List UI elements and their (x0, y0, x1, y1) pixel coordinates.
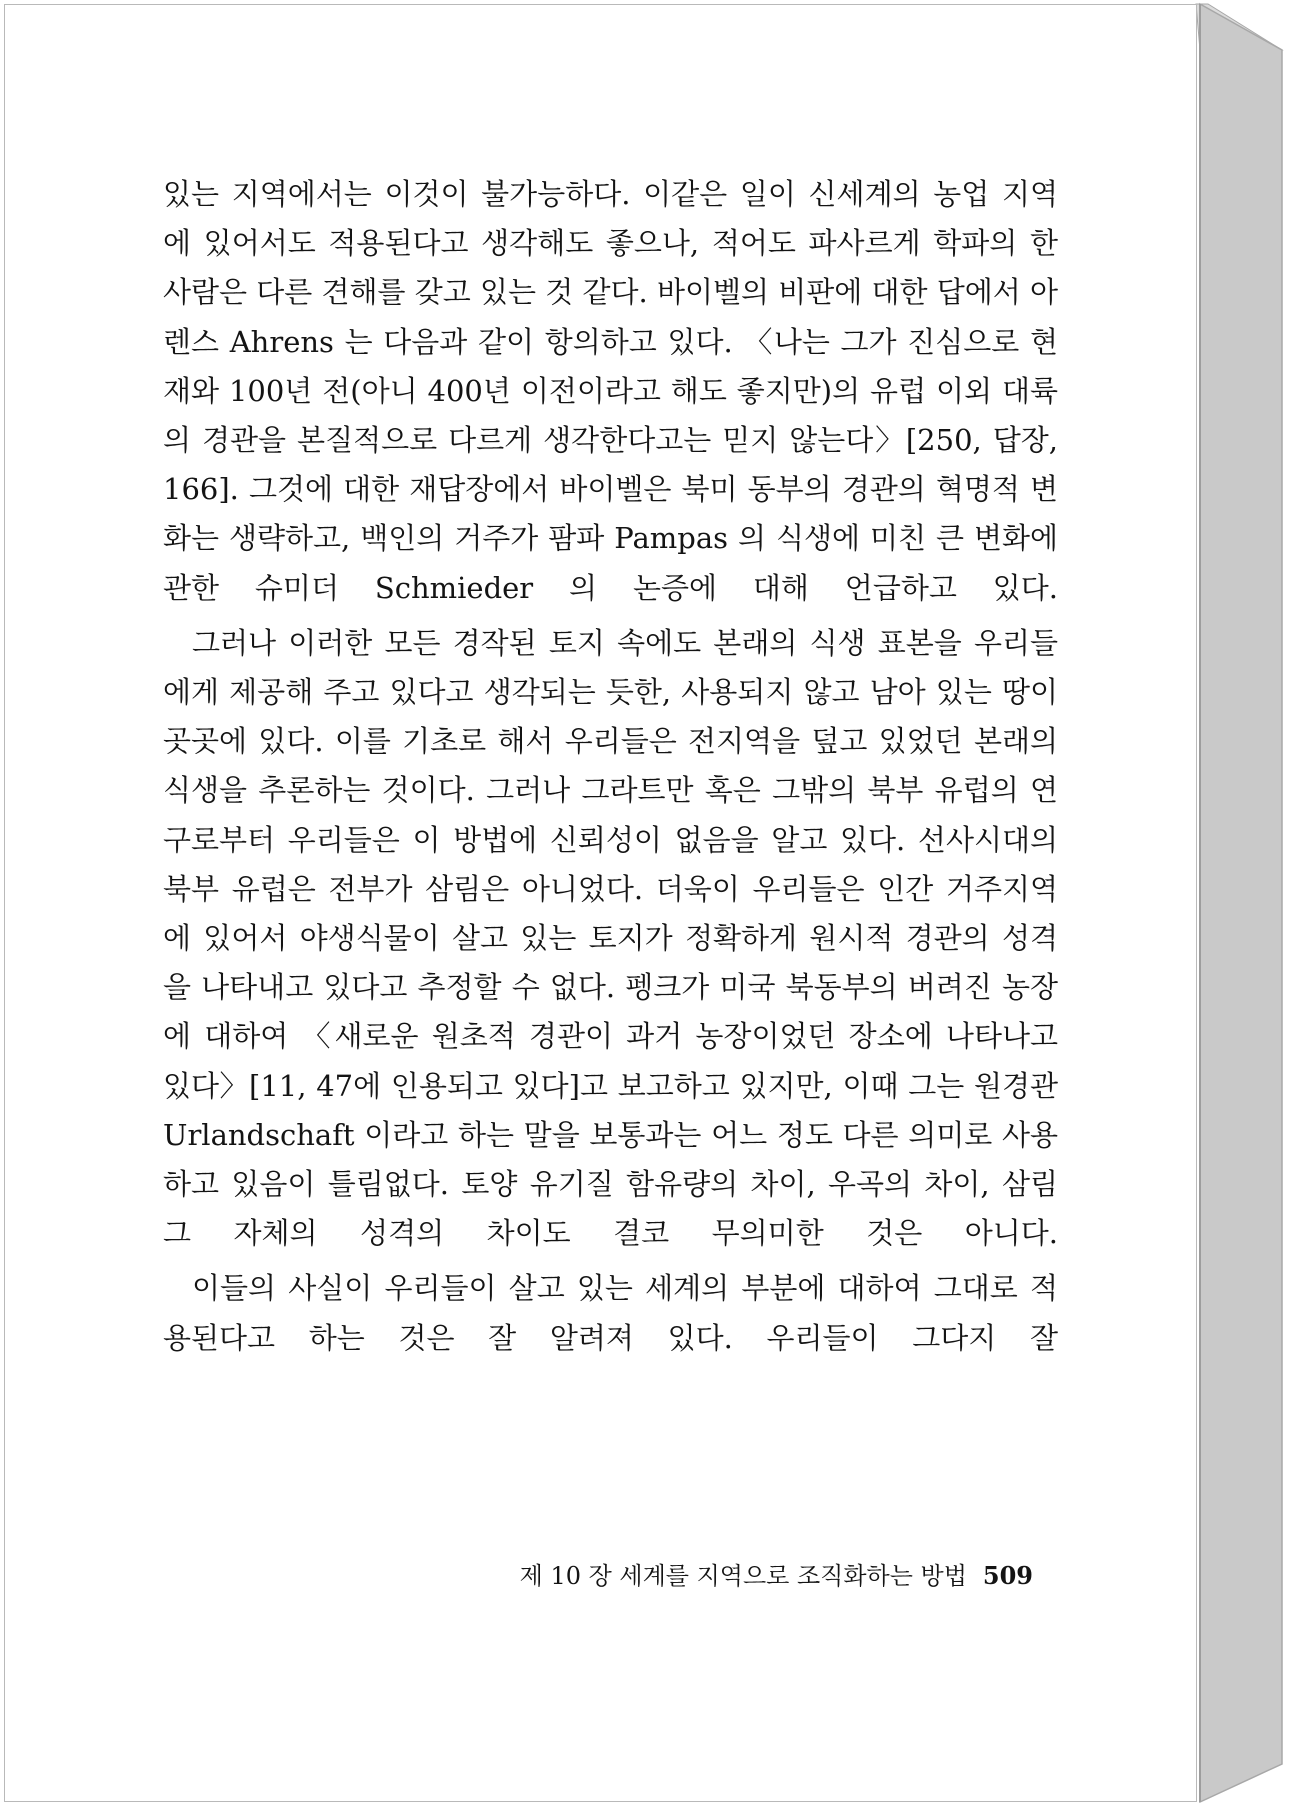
paragraph-2: 그러나 이러한 모든 경작된 토지 속에도 본래의 식생 표본을 우리들에게 제공해 주고 있다고 생각되는 듯한, 사용되지 않고 남아 있는 땅이 곳곳에 있다. 이를 기초로 해서 우리들은 전지역을 덮고 있었던 본래의 식생을 추론하는 것이다. 그러나 그라트만 혹은 그밖의 북부 유럽의 연구로부터 우리들은 이 방법에 신뢰성이 없음을 알고 있다. 선사시대의 북부 유럽은 전부가 삼림은 아니었다. 더욱이 우리들은 인간 거주지역에 있어서 야생식물이 살고 있는 토지가 정확하게 원시적 경관의 성격을 나타내고 있다고 추정할 수 없다. 펭크가 미국 북동부의 버려진 농장에 대하여 〈새로운 원초적 경관이 과거 농장이었던 장소에 나타나고 있다〉[11, 47에 인용되고 있다]고 보고하고 있지만, 이때 그는 원경관 Urlandschaft 이라고 하는 말을 보통과는 어느 정도 다른 의미로 사용하고 있음이 틀림없다. 토양 유기질 함유량의 차이, 우곡의 차이, 삼림 그 자체의 성격의 차이도 결코 무의미한 것은 아니다. (163, 625, 1058, 1251)
body-text (163, 170, 1058, 1363)
paragraph-1: 있는 지역에서는 이것이 불가능하다. 이같은 일이 신세계의 농업 지역에 있어서도 적용된다고 생각해도 좋으나, 적어도 파사르게 학파의 한 사람은 다른 견해를 갖고 있는 것 같다. 바이벨의 비판에 대한 답에서 아렌스 Ahrens 는 다음과 같이 항의하고 있다. 〈나는 그가 진심으로 현재와 100년 전(아니 400년 이전이라고 해도 좋지만)의 유럽 이외 대륙의 경관을 본질적으로 다르게 생각한다고는 믿지 않는다〉[250, 답장, 166]. 그것에 대한 재답장에서 바이벨은 북미 동부의 경관의 혁명적 변화는 생략하고, 백인의 거주가 팜파 Pampas 의 식생에 미친 큰 변화에 관한 슈미더 Schmieder 의 논증에 대해 언급하고 있다. (163, 177, 1059, 605)
page-number: 509 (982, 1561, 1033, 1590)
spine-face (1200, 4, 1282, 1802)
page-footer (520, 1556, 1033, 1591)
chapter-title: 제 10 장 세계를 지역으로 조직화하는 방법 (519, 1562, 967, 1590)
paragraph-3: 이들의 사실이 우리들이 살고 있는 세계의 부분에 대하여 그대로 적용된다고 하는 것은 잘 알려져 있다. 우리들이 그다지 잘 (163, 1271, 1058, 1355)
